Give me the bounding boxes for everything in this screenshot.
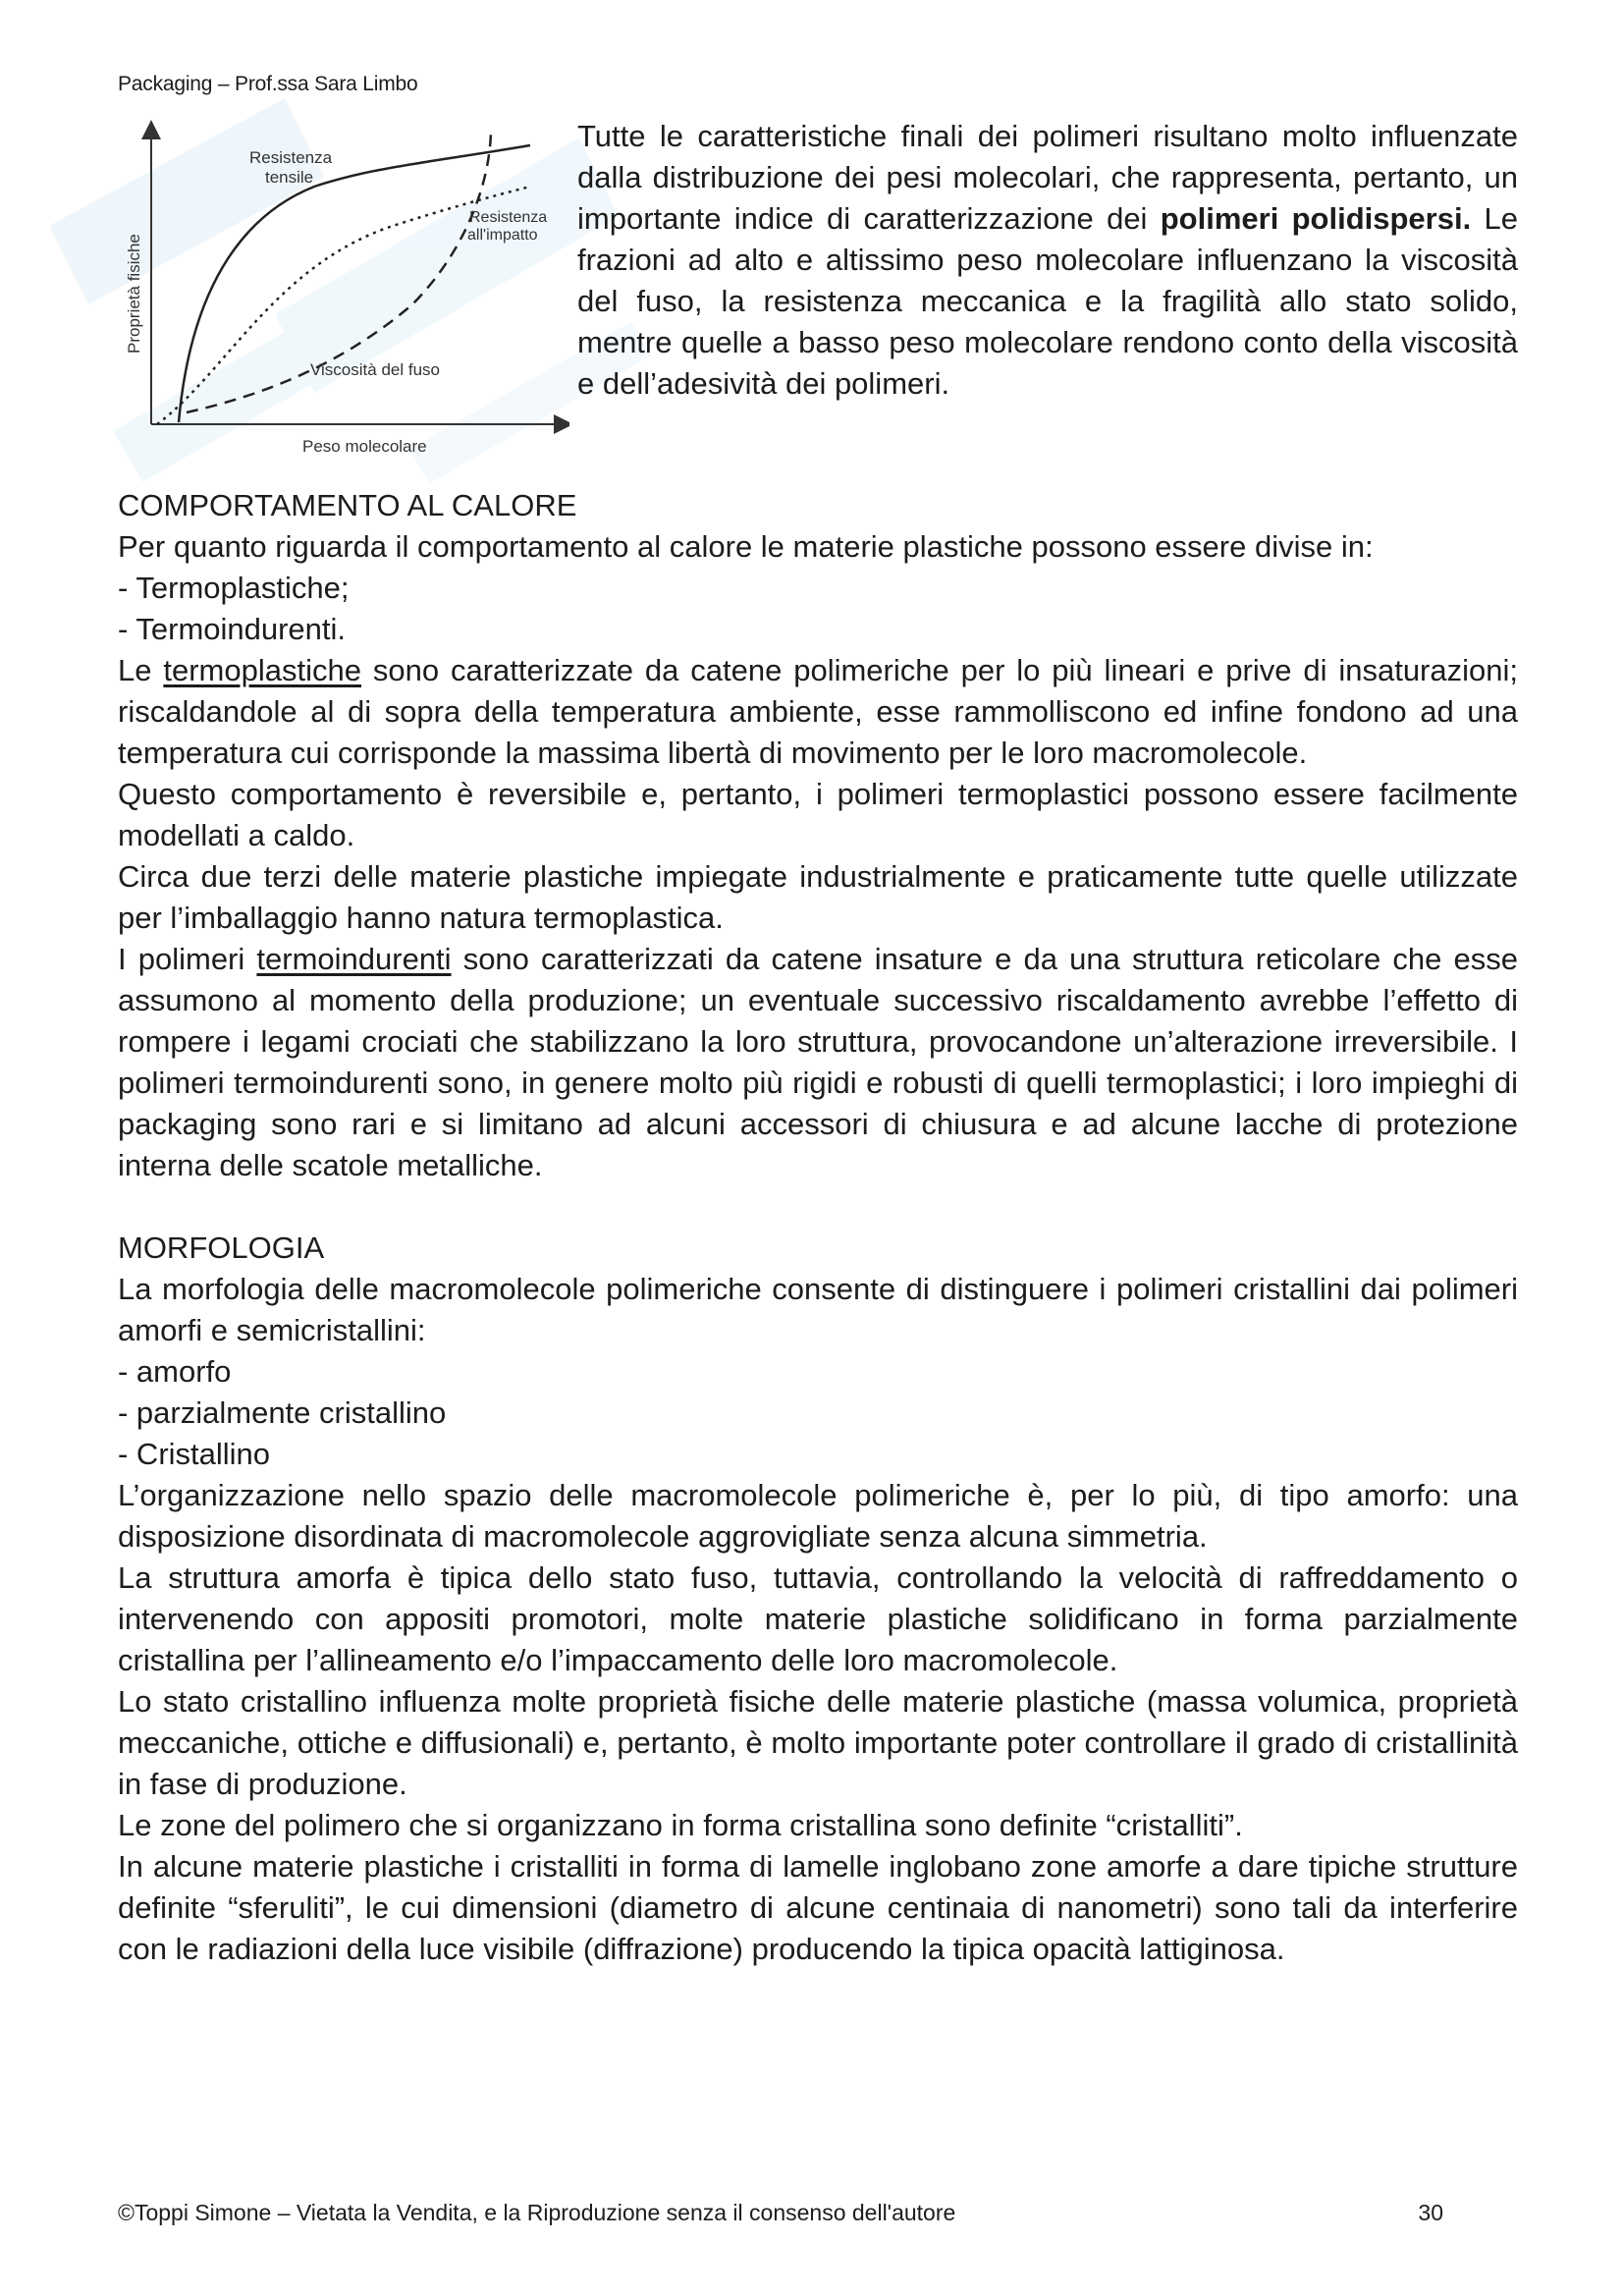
morphology-intro: La morfologia delle macromolecole polimeriche consente di distinguere i polimeri cristallini dai polimeri amorfi e semicristallini: [118,1272,1518,1347]
paragraph-crystalline-state: Lo stato cristallino influenza molte proprietà fisiche delle materie plastiche (massa volumica, proprietà meccaniche, ottiche e diffusionali) e, pertanto, è molto importante poter controllare il grado di cristallinità in fase di produzione. [118,1684,1518,1801]
x-axis-label: Peso molecolare [302,437,427,456]
tensile-label-line2: tensile [265,168,314,187]
term-termoindurenti: termoindurenti [256,942,452,976]
list-item: - Termoindurenti. [118,612,347,646]
list-item: - Cristallino [118,1437,271,1471]
impact-label-line1: Resistenza [469,209,548,226]
tensile-label-line1: Resistenza [249,148,333,167]
page-header: Packaging – Prof.ssa Sara Limbo [118,73,418,95]
intro-bold-term: polimeri polidispersi. [1160,201,1472,236]
paragraph-two-thirds: Circa due terzi delle materie plastiche impiegate industrialmente e praticamente tutte quelle utilizzate per l’imballaggio hanno natura termoplastica. [118,859,1518,935]
tensile-strength-curve [179,145,530,422]
page-footer [118,2200,1443,2226]
intro-text-before: Tutte le caratteristiche finali dei polimeri risultano molto influenzate dalla distribuzione dei pesi molecolari, che rappresenta, pertanto, un importante indice di caratterizzazione dei [577,119,1518,236]
paragraph-spherulites: In alcune materie plastiche i cristalliti in forma di lamelle inglobano zone amorfe a dare tipiche strutture definite “sferuliti”, le cui dimensioni (diametro di alcune centinaia di nanometri) sono tali da interferire con le radiazioni della luce visibile (diffrazione) producendo la tipica opacità lattiginosa. [118,1849,1518,1966]
paragraph-thermosets: I polimeri termoindurenti sono caratterizzati da catene insature e da una struttura reticolare che esse assumono al momento della produzione; un eventuale successivo riscaldamento avrebbe l’effetto di rompere i legami crociati che stabilizzano la loro struttura, provocandone un’alterazione irreversibile. I polimeri termoindurenti sono, in genere molto più rigidi e robusti di quelli termoplastici; i loro impieghi di packaging sono rari e si limitano ad alcuni accessori di chiusura e ad alcune lacche di protezione interna delle scatole metalliche. [118,942,1518,1182]
list-item: - Termoplastiche; [118,571,350,605]
intro-paragraph [577,116,1518,405]
section-title-heat-behavior: COMPORTAMENTO AL CALORE [118,488,577,522]
paragraph-amorphous-structure: La struttura amorfa è tipica dello stato fuso, tuttavia, controllando la velocità di raffreddamento o intervenendo con appositi promotori, molte materie plastiche solidificano in forma parzialmente cristallina per l’allineamento e/o l’impaccamento delle loro macromolecole. [118,1560,1518,1677]
viscosity-label: Viscosità del fuso [310,360,440,379]
section-title-morphology: MORFOLOGIA [118,1230,325,1265]
heat-intro: Per quanto riguarda il comportamento al calore le materie plastiche possono essere divise in: [118,529,1374,564]
paragraph-thermoplastics: Le termoplastiche sono caratterizzate da catene polimeriche per lo più lineari e prive di insaturazioni; riscaldandole al di sopra della temperatura ambiente, esse rammolliscono ed infine fondono ad una temperatura cui corrisponde la massima libertà di movimento per le loro macromolecole. [118,653,1518,770]
footer-copyright: ©Toppi Simone – Vietata la Vendita, e la Riproduzione senza il consenso dell'autore [118,2200,956,2225]
paragraph-amorphous-organization: L’organizzazione nello spazio delle macromolecole polimeriche è, per lo più, di tipo amorfo: una disposizione disordinata di macromolecole aggrovigliate senza alcuna simmetria. [118,1478,1518,1554]
impact-label-line2: all'impatto [467,227,538,244]
molecular-weight-figure [118,118,569,464]
list-item: - parzialmente cristallino [118,1395,447,1430]
term-termoplastiche: termoplastiche [163,653,361,687]
paragraph-crystallites: Le zone del polimero che si organizzano in forma cristallina sono definite “cristalliti”. [118,1808,1243,1842]
paragraph-reversible: Questo comportamento è reversibile e, pertanto, i polimeri termoplastici possono essere facilmente modellati a caldo. [118,777,1518,852]
y-axis-label: Proprietà fisiche [125,234,143,354]
intro-text-after: Le frazioni ad alto e altissimo peso molecolare influenzano la viscosità del fuso, la resistenza meccanica e la fragilità allo stato solido, mentre quelle a basso peso molecolare rendono conto della viscosità e dell’adesività dei polimeri. [577,201,1518,401]
main-content [118,485,1518,1970]
list-item: - amorfo [118,1354,232,1389]
page-number: 30 [1418,2200,1443,2225]
